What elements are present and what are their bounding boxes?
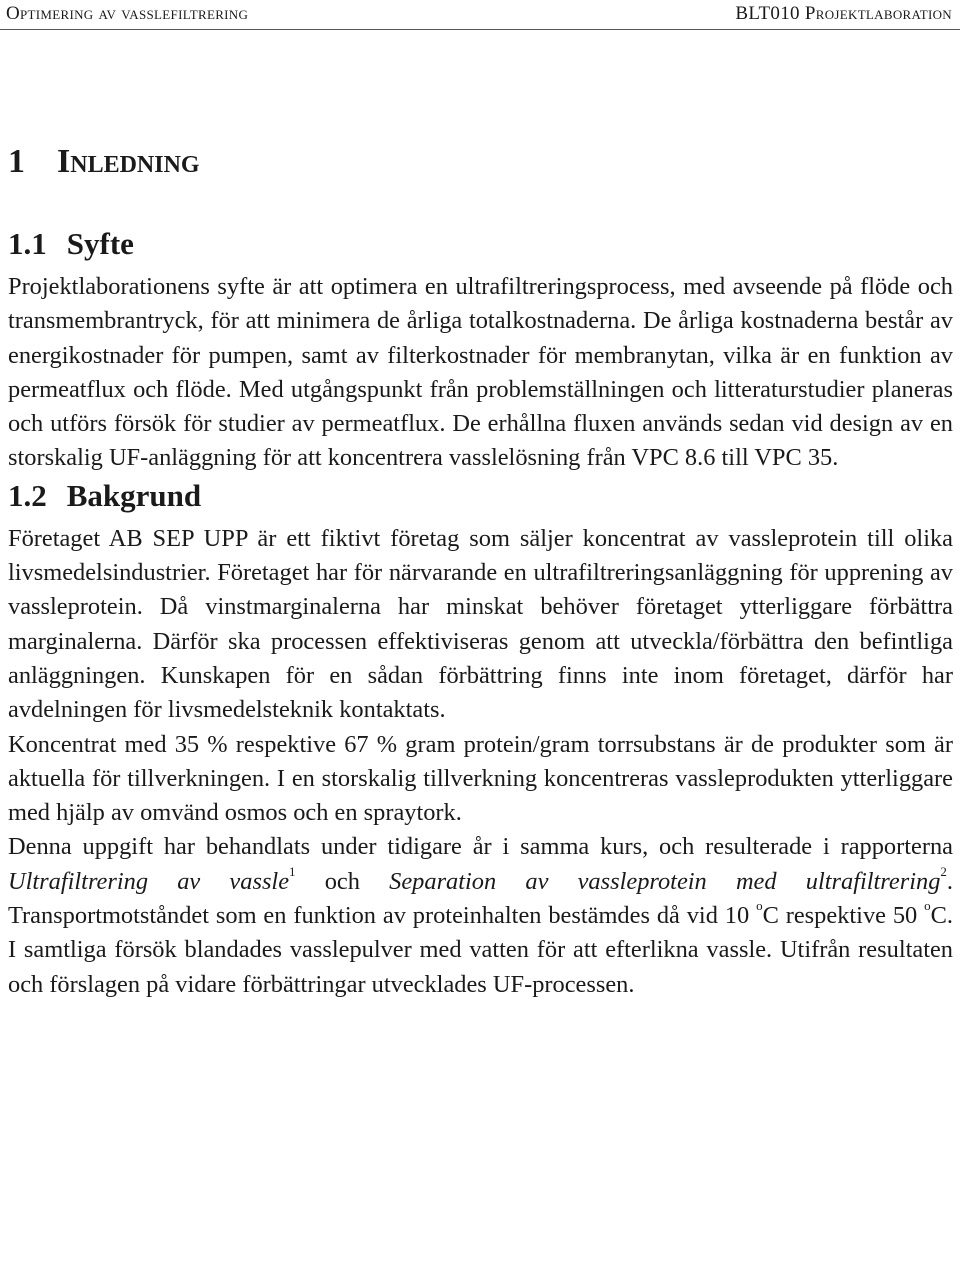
section-title: Bakgrund [66,477,202,513]
header-document-title: Optimering av vasslefiltrering [6,3,249,24]
footnote-marker: 2 [940,863,947,879]
section-title: Syfte [66,226,134,261]
page-body [8,140,953,1002]
paragraph-bakgrund-2: Koncentrat med 35 % respektive 67 % gram protein/gram torrsubstans är de produkter som är aktuella för tillverkningen. I en storskalig tillverkning koncentreras vassleprodukten ytterliggare med hjälp av omvänd osmos och en spraytork. [8,730,953,827]
text-run: C. I samtliga försök blandades vasslepulver med vatten för att efterlikna vassle. Utifrån resultaten och förslagen på vidare förbättringar utvecklades UF-processen. [8,902,954,998]
section-heading-bakgrund [8,476,953,516]
degree-marker: o [756,897,763,913]
chapter-heading [8,140,953,184]
chapter-title: Inledning [57,143,200,180]
paragraph-syfte: Projektlaborationens syfte är att optimera en ultrafiltreringsprocess, med avseende på flöde och transmembrantryck, för att minimera de årliga totalkostnaderna. De årliga kostnaderna består av energikostnader för pumpen, samt av filterkostnader för membranytan, vilka är en funktion av permeatflux och flöde. Med utgångspunkt från problemställningen och litteraturstudier planeras och utförs försök för studier av permeatflux. De erhållna fluxen används sedan vid design av en storskalig UF-anläggning för att koncentrera vasslelösning från VPC 8.6 till VPC 35. [8,273,953,472]
text-run: Denna uppgift har behandlats under tidigare år i samma kurs, och resulterade i rapporterna [8,833,953,861]
running-header [0,0,960,30]
paragraph-bakgrund-3 [8,830,953,1001]
text-run: och [295,867,390,895]
chapter-number: 1 [8,143,25,180]
text-run: . Transportmotståndet som en funktion av proteinhalten bestämdes då vid 10 [8,867,953,930]
reference-title: Separation av vassleprotein med ultrafiltrering [389,867,941,895]
header-course-code: BLT010 Projektlaboration [735,3,952,24]
section-heading-syfte [8,224,953,264]
section-number: 1.1 [8,226,47,261]
paragraph-bakgrund-1: Företaget AB SEP UPP är ett fiktivt företag som säljer koncentrat av vassleprotein till olika livsmedelsindustrier. Företaget har för närvarande en ultrafiltreringsanläggning för upprening av vassleprotein. Då vinstmarginalerna har minskat behöver företaget ytterliggare förbättra marginalerna. Därför ska processen effektiviseras genom att utveckla/förbättra den befintliga anläggningen. Kunskapen för en sådan förbättring finns inte inom företaget, därför har avdelningen för livsmedelsteknik kontaktats. [8,524,953,724]
text-run: C respektive 50 [762,902,925,930]
footnote-marker: 1 [289,863,296,879]
degree-marker: o [924,897,931,913]
section-number: 1.2 [8,477,47,513]
reference-title: Ultrafiltrering av vassle [8,867,290,895]
